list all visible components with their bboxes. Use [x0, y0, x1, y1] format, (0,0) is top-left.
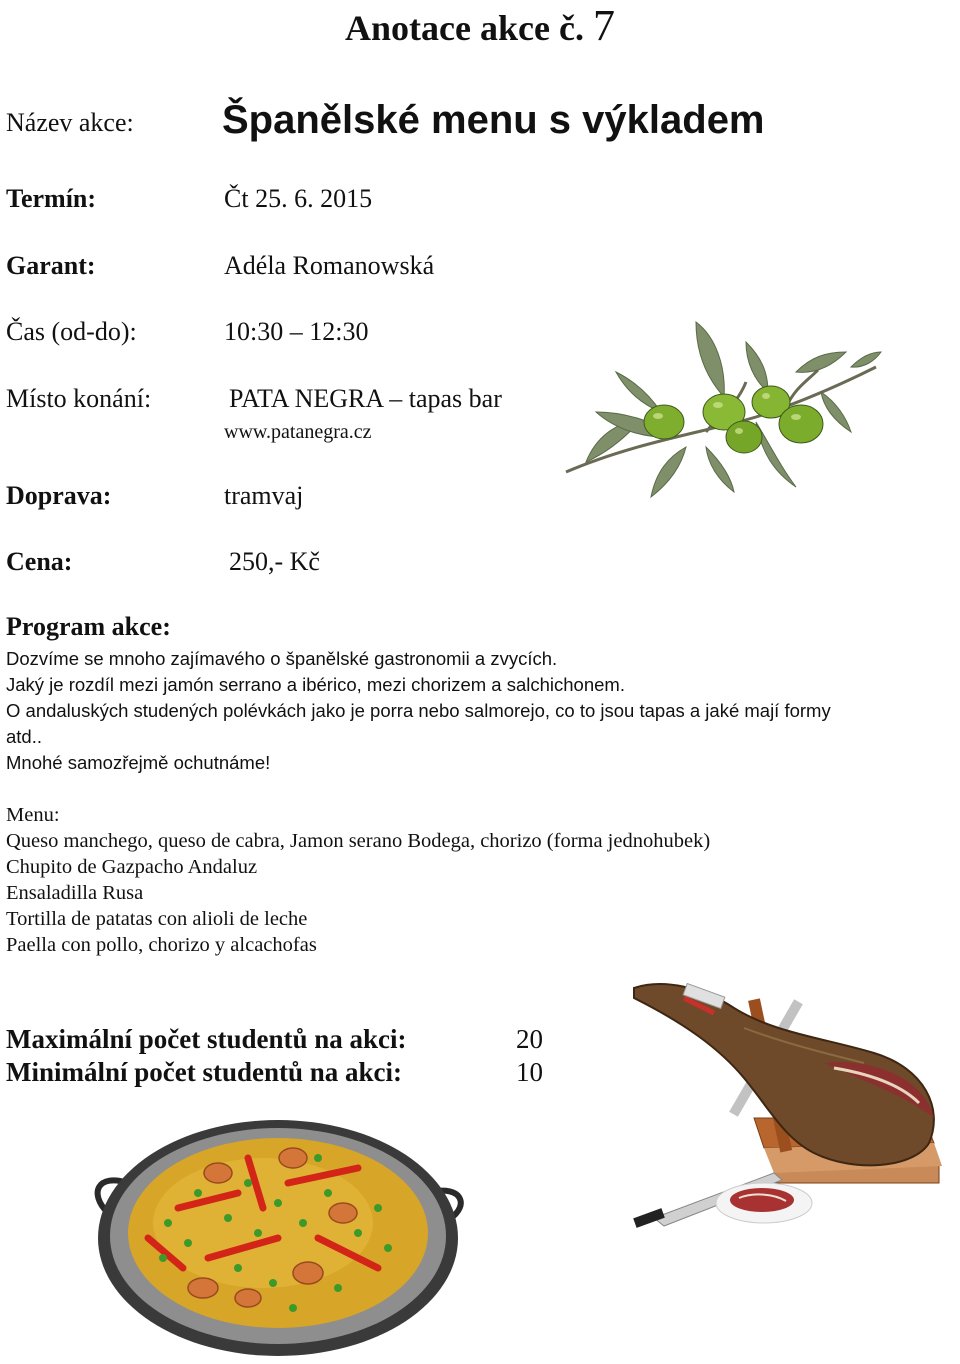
- min-students-label: Minimální počet studentů na akci:: [6, 1057, 403, 1087]
- title-c: č.: [558, 8, 584, 48]
- date-value: Čt 25. 6. 2015: [224, 184, 373, 213]
- olive-branch-icon: [556, 312, 886, 502]
- place-label: Místo konání:: [6, 384, 152, 413]
- menu-item: Paella con pollo, chorizo y alcachofas: [6, 934, 317, 956]
- menu-item: Tortilla de patatas con alioli de leche: [6, 908, 308, 930]
- place-value: PATA NEGRA – tapas bar: [229, 384, 502, 413]
- max-students-label: Maximální počet studentů na akci:: [6, 1024, 407, 1054]
- menu-heading: Menu:: [6, 804, 60, 826]
- event-name: Španělské menu s výkladem: [222, 98, 765, 142]
- guarantor-value: Adéla Romanowská: [224, 251, 435, 280]
- page-title: [0, 0, 960, 51]
- program-heading: Program akce:: [6, 612, 171, 641]
- price-value: 250,- Kč: [229, 547, 320, 576]
- menu-section: [6, 802, 710, 958]
- place-url-link[interactable]: www.patanegra.cz: [224, 421, 372, 443]
- program-line: atd..: [6, 726, 42, 747]
- date-label: Termín:: [6, 184, 97, 213]
- menu-item: Ensaladilla Rusa: [6, 882, 144, 904]
- title-text: Anotace akce: [345, 8, 559, 48]
- program-line: Jaký je rozdíl mezi jamón serrano a ibérico, mezi chorizem a salchichonem.: [6, 674, 625, 695]
- transport-label: Doprava:: [6, 481, 112, 510]
- guarantor-label: Garant:: [6, 251, 96, 280]
- time-label: Čas (od-do):: [6, 317, 137, 346]
- menu-item: Queso manchego, queso de cabra, Jamon serano Bodega, chorizo (forma jednohubek): [6, 830, 711, 852]
- min-students-value: 10: [516, 1057, 543, 1087]
- program-line: O andaluských studených polévkách jako je porra nebo salmorejo, co to jsou tapas a jaké mají formy: [6, 700, 831, 721]
- time-value: 10:30 – 12:30: [224, 317, 369, 346]
- menu-item: Chupito de Gazpacho Andaluz: [6, 856, 258, 878]
- program-line: Dozvíme se mnoho zajímavého o španělské gastronomii a zvycích.: [6, 648, 558, 669]
- transport-value: tramvaj: [224, 481, 304, 510]
- paella-pan-icon: [88, 1098, 480, 1364]
- program-line: Mnohé samozřejmě ochutnáme!: [6, 752, 271, 773]
- jamon-leg-icon: [624, 968, 954, 1230]
- name-label: Název akce:: [6, 108, 134, 137]
- title-number: 7: [592, 1, 615, 50]
- program-text: [6, 646, 831, 776]
- price-label: Cena:: [6, 547, 73, 576]
- max-students-value: 20: [516, 1024, 543, 1054]
